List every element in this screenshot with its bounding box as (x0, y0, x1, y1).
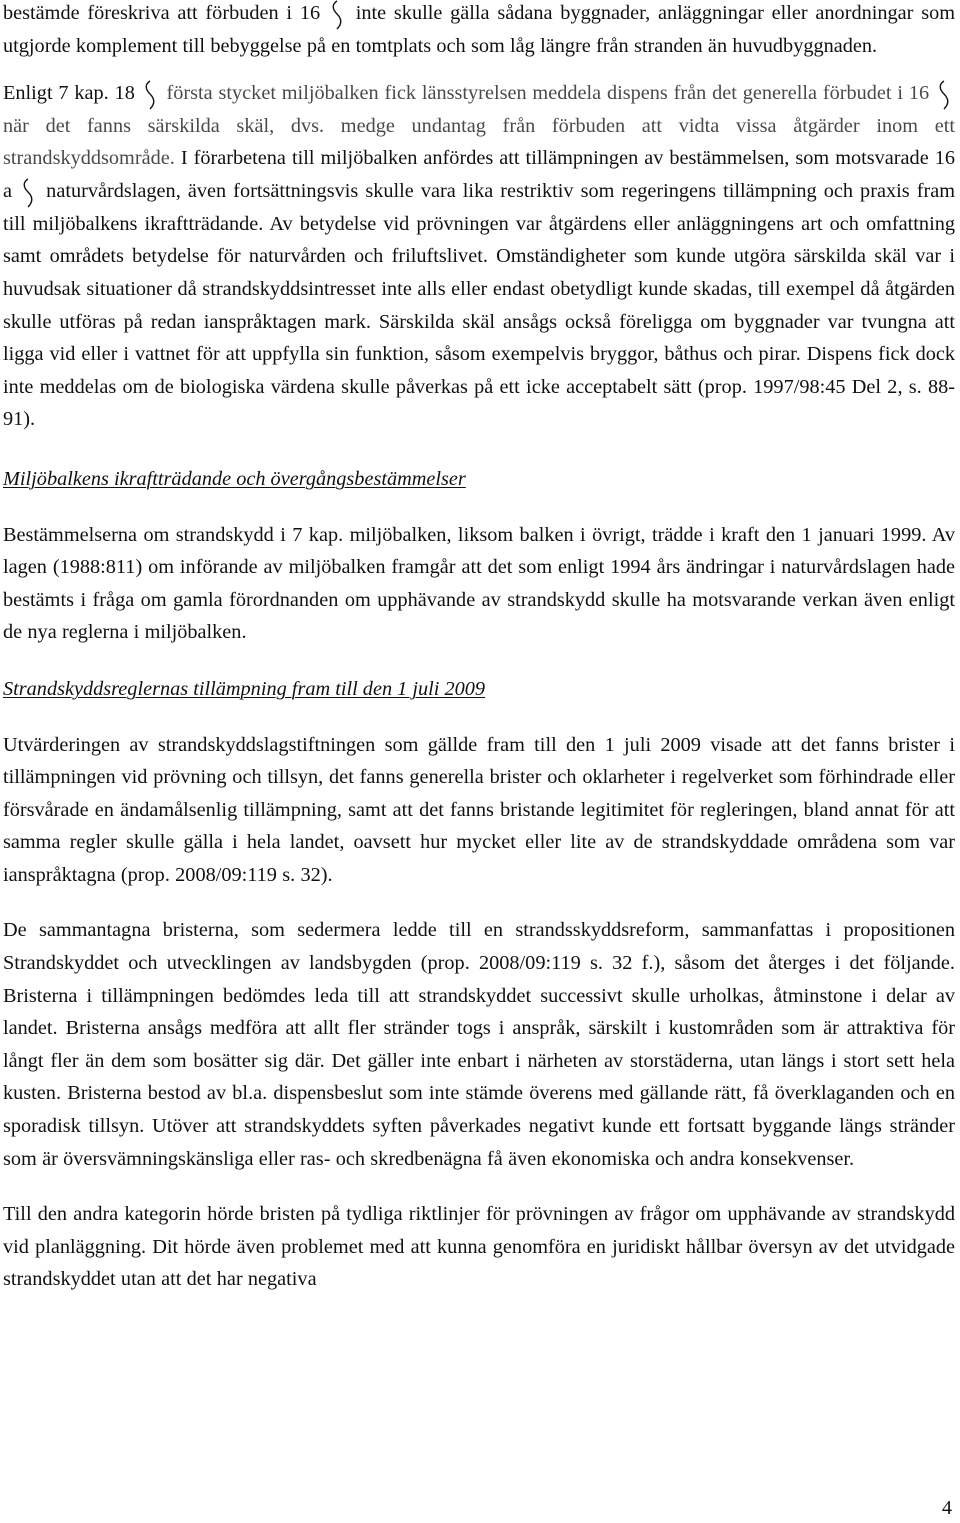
paragraph-2-text-c: när det fanns särskilda skäl, dvs. medge undantag från förbuden att vidta vissa åtgärder inom ett strandskyddsområde. (3, 114, 955, 170)
paragraph-1-text-a: bestämde föreskriva att förbuden i 16 (3, 2, 321, 24)
paragraph-2-text-a: Enligt 7 kap. 18 (3, 81, 135, 104)
paragraph-6: Till den andra kategorin hörde bristen på tydliga riktlinjer för prövningen av frågor om upphävande av strandskydd vid planläggning. Dit hörde även problemet med att kunna genomföra en juridiskt hållbar översyn av det utvidgade strandskyddet utan att det har negativa (3, 1203, 955, 1291)
document-page (3, 0, 955, 1296)
paragraph-2-text-b: första stycket miljöbalken fick länsstyrelsen meddela dispens från det generella förbudet i 16 (166, 81, 930, 104)
paragraph-5: De sammantagna bristerna, som sedermera ledde till en strandsskyddsreform, sammanfattas i propositionen Strandskyddet och utvecklingen av landsbygden (prop. 2008/09:119 s. 32 f.), såsom det återges i det följande. Bristerna i tillämpningen bedömdes leda till att strandskyddet successivt skulle urholkas, åtminstone i delar av landet. Bristerna ansågs medföra att allt fler stränder togs i anspråk, särskilt i kustområden som är attraktiva för långt fler än dem som bosätter sig där. Det gäller inte enbart i närheten av storstäderna, utan längs i stort sett hela kusten. Bristerna bestod av bl.a. dispensbeslut som inte stämde överens med gällande rätt, få överklaganden och en sporadisk tillsyn. Utöver att strandskyddets syften påverkades negativt kunde ett fortsatt byggande längs stränder som är översvämningskänsliga eller ras- och skredbenägna få även ekonomiska och andra konsekvenser. (3, 919, 955, 1170)
paragraph-4: Utvärderingen av strandskyddslagstiftningen som gällde fram till den 1 juli 2009 visade att det fanns brister i tillämpningen vid prövning och tillsyn, det fanns generella brister och oklarheter i regelverket som förhindrade eller försvårade en ändamålsenlig tillämpning, samt att det fanns bristande legitimitet för regleringen, bland annat för att samma regler skulle gälla i hela landet, oavsett hur mycket eller lite av de strandskyddade områdena som var ianspråktagna (prop. 2008/09:119 s. 32). (3, 733, 955, 886)
section-heading-2: Strandskyddsreglernas tillämpning fram till den 1 juli 2009 (3, 677, 486, 700)
paragraph-2 (3, 77, 955, 436)
paragraph-1 (3, 0, 955, 63)
paragraph-2-text-e: naturvårdslagen, även fortsättningsvis skulle vara lika restriktiv som regeringens tillämpning och praxis fram till miljöbalkens ikraftträdande. Av betydelse vid prövningen var åtgärdens eller anläggningens art och omfattning samt områdets betydelse för naturvården och friluftslivet. Omständigheter som kunde utgöra särskilda skäl var i huvudsak situationer då strandskyddsintresset inte alls eller endast obetydligt kunde skadas, till exempel då åtgärden skulle utföras på redan ianspråktagen mark. Särskilda skäl ansågs också föreligga om byggnader var tvungna att ligga vid eller i vattnet för att uppfylla sin funktion, såsom exempelvis bryggor, båthus och pirar. Dispens fick dock inte meddelas om de biologiska värdena skulle påverkas på ett icke acceptabelt sätt (prop. 1997/98:45 Del 2, s. 88-91). (3, 179, 955, 431)
section-sign-icon (937, 80, 951, 110)
section-sign-icon (21, 178, 35, 208)
paragraph-3: Bestämmelserna om strandskydd i 7 kap. miljöbalken, liksom balken i övrigt, trädde i kraft den 1 januari 1999. Av lagen (1988:811) om införande av miljöbalken framgår att det som enligt 1994 års ändringar i naturvårdslagen hade bestämts i fråga om gamla förordnanden om upphävande av strandskydd skulle ha motsvarande verkan även enligt de nya reglerna i miljöbalken. (3, 523, 955, 644)
section-sign-icon (330, 0, 344, 30)
paragraph-2-text-d: I förarbetena till miljöbalken anfördes att tillämpningen av bestämmelsen, som motsvarade 16 a (3, 147, 955, 202)
section-sign-icon (143, 80, 157, 110)
paragraph-1-text-b: inte skulle gälla sådana byggnader, anläggningar eller anordningar som utgjorde komplement till bebyggelse på en tomtplats och som låg längre från stranden än huvudbyggnaden. (3, 2, 955, 57)
section-heading-1: Miljöbalkens ikraftträdande och övergångsbestämmelser (3, 467, 466, 490)
page-number: 4 (941, 1497, 952, 1519)
